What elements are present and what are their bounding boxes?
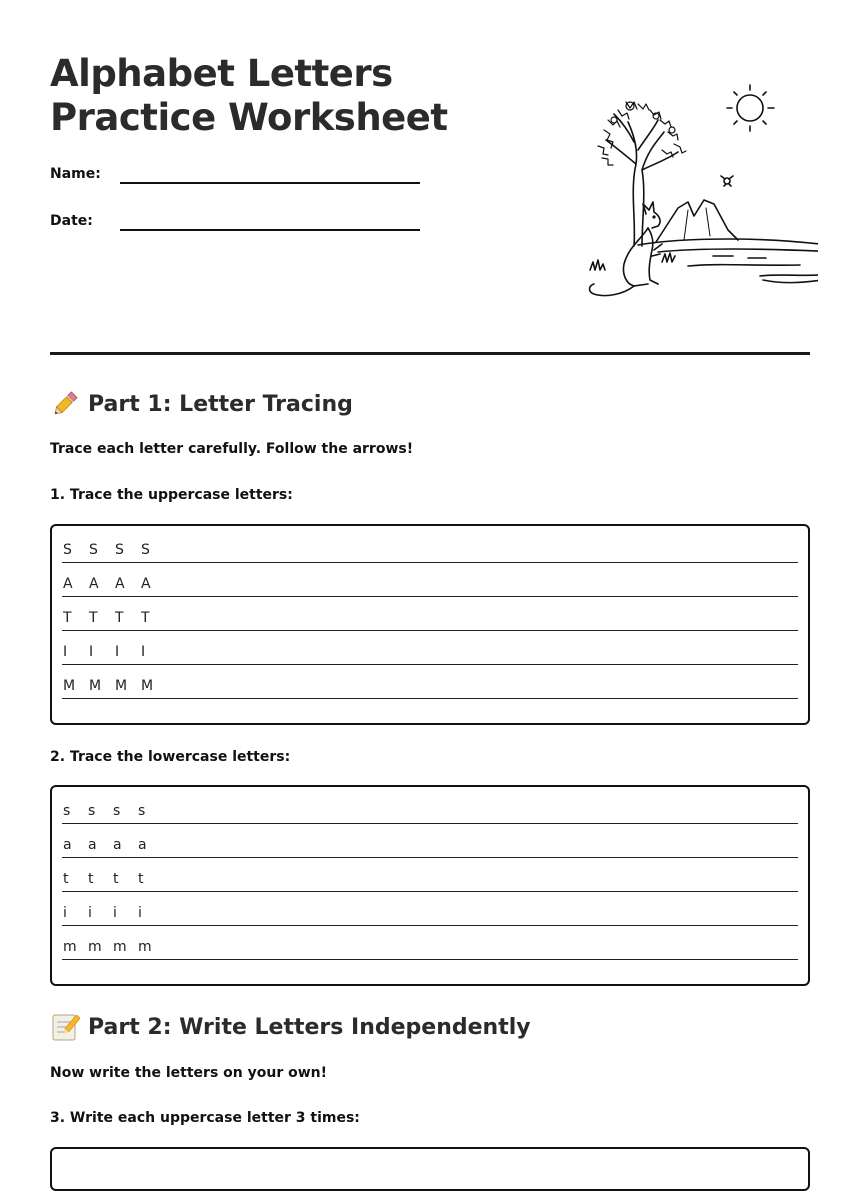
memo-icon xyxy=(50,1012,80,1042)
trace-letter: I xyxy=(141,644,146,660)
upper-trace-label: 1. Trace the uppercase letters: xyxy=(50,487,293,503)
trace-letter: I xyxy=(115,644,120,660)
worksheet-page xyxy=(50,0,810,1126)
upper-write-label: 3. Write each uppercase letter 3 times: xyxy=(50,1110,360,1126)
letter-group xyxy=(63,803,163,819)
letter-group xyxy=(63,678,167,694)
trace-letter: T xyxy=(89,610,98,626)
trace-letter: m xyxy=(63,939,77,955)
trace-letter: A xyxy=(63,576,73,592)
trace-letter: M xyxy=(89,678,102,694)
part2-heading xyxy=(50,1012,531,1042)
letter-group xyxy=(63,610,167,626)
tracing-row[interactable] xyxy=(62,562,798,597)
trace-letter: m xyxy=(88,939,102,955)
lowercase-tracing-box xyxy=(50,785,810,986)
trace-letter: m xyxy=(138,939,152,955)
part1-instruction: Trace each letter carefully. Follow the arrows! xyxy=(50,441,414,457)
date-label: Date: xyxy=(50,213,93,229)
trace-letter: s xyxy=(63,803,71,819)
trace-letter: A xyxy=(141,576,151,592)
trace-letter: m xyxy=(113,939,127,955)
part1-heading xyxy=(50,389,353,419)
tracing-row[interactable] xyxy=(62,823,798,858)
letter-group xyxy=(63,939,163,955)
trace-letter: M xyxy=(115,678,128,694)
letter-group xyxy=(63,576,167,592)
tracing-row[interactable] xyxy=(62,596,798,631)
pencil-icon xyxy=(50,389,80,419)
letter-group xyxy=(63,644,167,660)
tracing-row[interactable] xyxy=(62,664,798,699)
part2-instruction: Now write the letters on your own! xyxy=(50,1065,328,1081)
tracing-row[interactable] xyxy=(62,528,798,563)
trace-letter: T xyxy=(63,610,72,626)
trace-letter: t xyxy=(63,871,69,887)
name-label: Name: xyxy=(50,166,101,182)
trace-letter: t xyxy=(113,871,119,887)
trace-letter: S xyxy=(63,542,72,558)
uppercase-tracing-box xyxy=(50,524,810,725)
trace-letter: t xyxy=(138,871,144,887)
trace-letter: I xyxy=(89,644,94,660)
mountain-outline xyxy=(656,200,738,242)
date-line[interactable] xyxy=(120,229,420,231)
trace-letter: a xyxy=(88,837,97,853)
title-line-2: Practice Worksheet xyxy=(50,96,448,139)
trace-letter: A xyxy=(89,576,99,592)
trace-letter: a xyxy=(63,837,72,853)
trace-letter: s xyxy=(88,803,96,819)
trace-letter: i xyxy=(63,905,67,921)
trace-letter: i xyxy=(113,905,117,921)
trace-letter: t xyxy=(88,871,94,887)
letter-group xyxy=(63,542,167,558)
trace-letter: a xyxy=(113,837,122,853)
kangaroo-landscape-illustration xyxy=(538,80,818,315)
lower-trace-label: 2. Trace the lowercase letters: xyxy=(50,749,291,765)
trace-letter: i xyxy=(138,905,142,921)
letter-group xyxy=(63,871,163,887)
trace-letter: M xyxy=(141,678,154,694)
bird-icon xyxy=(721,176,733,186)
trace-letter: A xyxy=(115,576,125,592)
trace-letter: S xyxy=(115,542,124,558)
title-line-1: Alphabet Letters xyxy=(50,52,393,95)
name-line[interactable] xyxy=(120,182,420,184)
tree-trunk xyxy=(628,122,637,246)
trace-letter: s xyxy=(138,803,146,819)
trace-letter: I xyxy=(63,644,68,660)
sun-icon xyxy=(727,85,774,131)
tracing-row[interactable] xyxy=(62,925,798,960)
letter-group xyxy=(63,905,163,921)
tracing-row[interactable] xyxy=(62,891,798,926)
kangaroo-icon xyxy=(590,202,663,296)
trace-letter: s xyxy=(113,803,121,819)
part1-heading-text: Part 1: Letter Tracing xyxy=(88,391,353,417)
tracing-row[interactable] xyxy=(62,857,798,892)
trace-letter: T xyxy=(141,610,150,626)
page-title xyxy=(50,52,470,140)
tracing-row[interactable] xyxy=(62,789,798,824)
letter-group xyxy=(63,837,163,853)
trace-letter: M xyxy=(63,678,76,694)
trace-letter: i xyxy=(88,905,92,921)
trace-letter: S xyxy=(141,542,150,558)
part2-heading-text: Part 2: Write Letters Independently xyxy=(88,1014,531,1040)
date-field[interactable] xyxy=(50,213,420,243)
trace-letter: S xyxy=(89,542,98,558)
worksheet-header xyxy=(50,0,810,355)
uppercase-writing-box xyxy=(50,1147,810,1191)
tracing-row[interactable] xyxy=(62,630,798,665)
trace-letter: a xyxy=(138,837,147,853)
name-field[interactable] xyxy=(50,166,420,196)
trace-letter: T xyxy=(115,610,124,626)
